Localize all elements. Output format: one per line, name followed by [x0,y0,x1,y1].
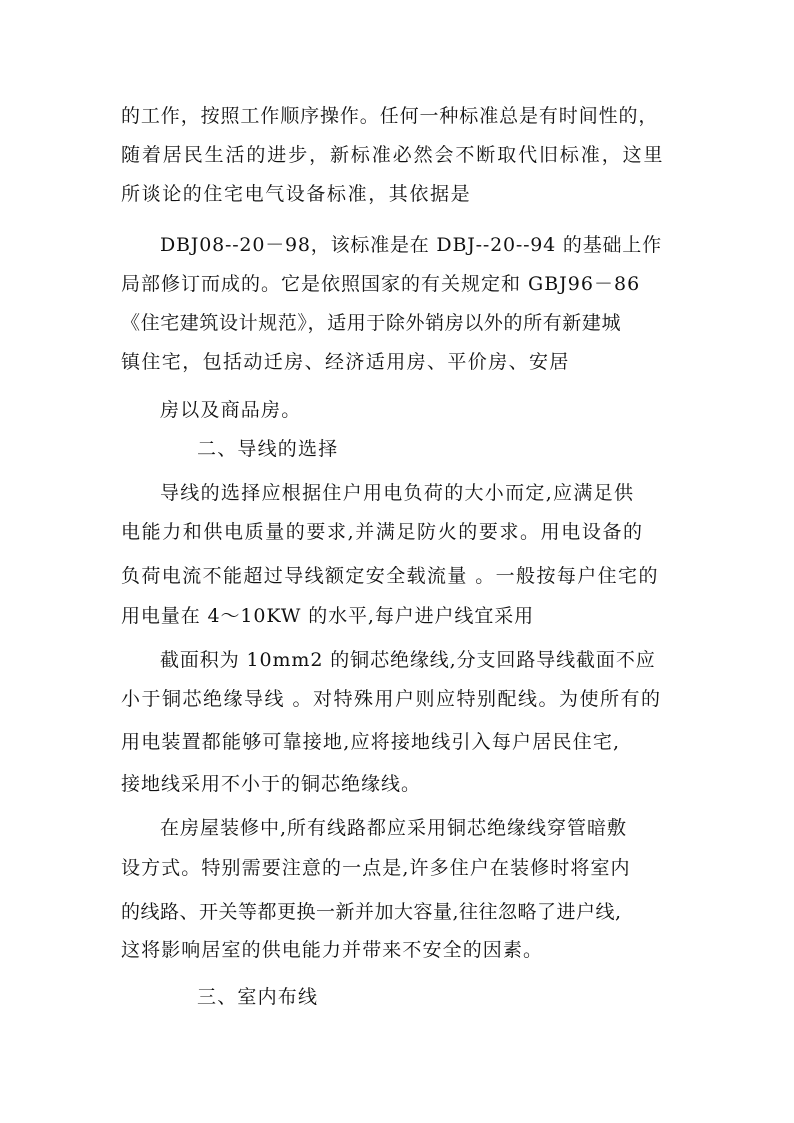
paragraph-line: 局部修订而成的。它是依照国家的有关规定和 GBJ96－86 [121,273,641,295]
section-heading-wire-selection: 二、导线的选择 [197,438,339,460]
paragraph-line: 镇住宅，包括动迁房、经济适用房、平价房、安居 [121,351,570,373]
paragraph-line: 《住宅建筑设计规范》，适用于除外销房以外的所有新建城 [121,312,622,334]
paragraph-line: 这将影响居室的供电能力并带来不安全的因素。 [121,939,544,961]
paragraph-line: 小于铜芯绝缘导线 。对特殊用户则应特别配线。为使所有的 [121,688,662,710]
paragraph-line: 随着居民生活的进步，新标准必然会不断取代旧标准，这里 [121,144,665,166]
paragraph-line: 的工作，按照工作顺序操作。任何一种标准总是有时间性的， [121,105,659,127]
paragraph-line: 所谈论的住宅电气设备标准，其依据是 [121,183,472,205]
paragraph-line: 房以及商品房。 [160,399,302,421]
paragraph-line: 用电量在 4～10KW 的水平,每户进户线宜采用 [121,605,535,627]
paragraph-line: 负荷电流不能超过导线额定安全载流量 。一般按每户住宅的 [121,565,659,587]
paragraph-line: 导线的选择应根据住户用电负荷的大小而定,应满足供 [160,482,635,504]
paragraph-line: DBJ08--20－98，该标准是在 DBJ--20--94 的基础上作 [160,234,662,256]
paragraph-line: 的线路、开关等都更换一新并加大容量,往往忽略了进户线, [121,901,622,923]
paragraph-line: 截面积为 10mm2 的铜芯绝缘线,分支回路导线截面不应 [160,649,656,671]
paragraph-line: 用电装置都能够可靠接地,应将接地线引入每户居民住宅, [121,731,621,753]
paragraph-line: 接地线采用不小于的铜芯绝缘线。 [121,773,422,795]
paragraph-line: 在房屋装修中,所有线路都应采用铜芯绝缘线穿管暗敷 [160,817,628,839]
paragraph-line: 设方式。特别需要注意的一点是,许多住户在装修时将室内 [121,857,631,879]
paragraph-line: 电能力和供电质量的要求,并满足防火的要求。用电设备的 [121,521,644,543]
section-heading-indoor-wiring: 三、室内布线 [197,986,319,1008]
